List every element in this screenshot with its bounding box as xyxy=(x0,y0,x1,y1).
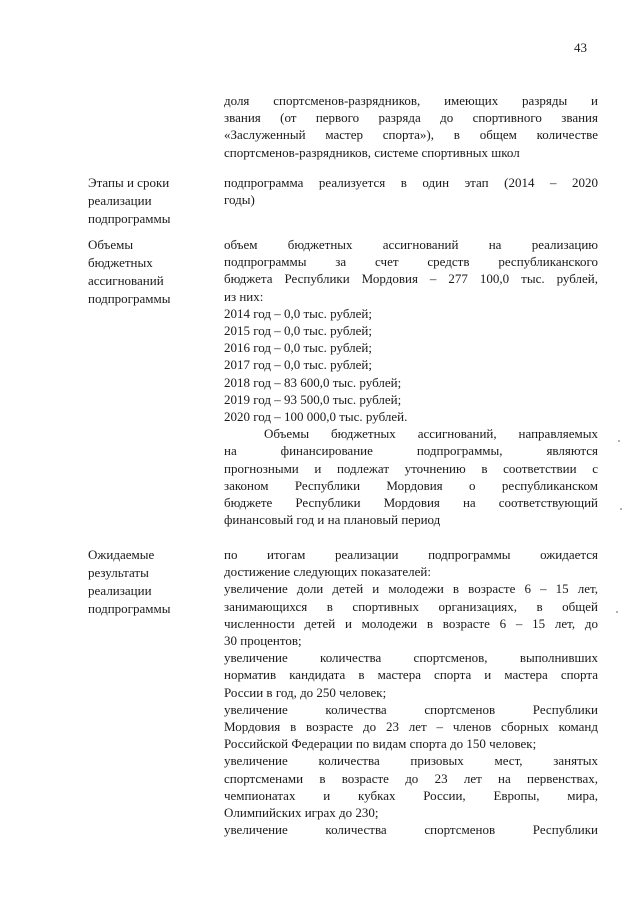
text-line: занимающихся в спортивных организациях, в общей xyxy=(224,598,598,614)
label-line: ассигнований xyxy=(88,273,164,288)
page-number: 43 xyxy=(574,40,587,55)
text-line: Объемы бюджетных ассигнований, направляемых xyxy=(264,426,598,442)
text-line: доля спортсменов-разрядников, имеющих разряды и xyxy=(224,93,598,108)
text-line: 2015 год – 0,0 тыс. рублей; xyxy=(224,323,372,339)
text-line: прогнозными и подлежат уточнению в соответствии с xyxy=(224,460,598,476)
text-line: на финансирование подпрограммы, являются xyxy=(224,443,598,459)
text-line: законом Республики Мордовия о республиканском xyxy=(224,477,598,493)
text-line: Олимпийских играх до 230; xyxy=(224,805,379,821)
text-line: звания (от первого разряда до спортивного звания xyxy=(224,110,598,126)
label-line: результаты xyxy=(88,565,149,580)
text-line: подпрограммы за счет средств республиканского xyxy=(224,254,598,270)
text-line: 2014 год – 0,0 тыс. рублей; xyxy=(224,305,372,321)
label-line: подпрограммы xyxy=(88,601,171,616)
text-line: увеличение доли детей и молодежи в возрасте 6 – 15 лет, xyxy=(224,581,598,597)
label-line: Ожидаемые xyxy=(88,547,155,562)
text-line: объем бюджетных ассигнований на реализацию xyxy=(224,237,598,252)
scan-speck xyxy=(620,508,622,510)
continued-content xyxy=(224,92,598,161)
text-line: по итогам реализации подпрограммы ожидается xyxy=(224,547,598,562)
text-line: увеличение количества спортсменов Республики xyxy=(224,822,598,838)
text-line: 2016 год – 0,0 тыс. рублей; xyxy=(224,340,372,356)
text-line: чемпионатах и кубках России, Европы, мира, xyxy=(224,787,598,803)
row-label-stages xyxy=(88,174,208,228)
row-content-budget xyxy=(224,236,598,528)
text-line: «Заслуженный мастер спорта»), в общем количестве xyxy=(224,127,598,143)
label-line: реализации xyxy=(88,583,152,598)
text-line: увеличение количества спортсменов Республики xyxy=(224,701,598,717)
label-line: реализации xyxy=(88,193,152,208)
label-line: подпрограммы xyxy=(88,211,171,226)
label-line: Объемы xyxy=(88,237,134,252)
text-line: 2020 год – 100 000,0 тыс. рублей. xyxy=(224,409,408,425)
label-line: Этапы и сроки xyxy=(88,175,170,190)
scan-speck xyxy=(618,440,620,442)
row-label-results xyxy=(88,546,208,618)
scan-speck xyxy=(616,611,618,613)
text-line: Российской Федерации по видам спорта до 150 человек; xyxy=(224,736,537,752)
text-line: 2017 год – 0,0 тыс. рублей; xyxy=(224,357,372,373)
text-line: подпрограмма реализуется в один этап (2014 – 2020 xyxy=(224,175,598,190)
text-line: финансовый год и на плановый период xyxy=(224,512,441,528)
row-content-stages xyxy=(224,174,598,208)
text-line: 2019 год – 93 500,0 тыс. рублей; xyxy=(224,391,402,407)
text-line: спортсменов-разрядников, системе спортивных школ xyxy=(224,144,520,160)
text-line: численности детей и молодежи в возрасте 6 – 15 лет, до xyxy=(224,615,598,631)
text-line: из них: xyxy=(224,288,264,304)
text-line: Мордовия в возрасте до 23 лет – членов сборных команд xyxy=(224,719,598,735)
text-line: 2018 год – 83 600,0 тыс. рублей; xyxy=(224,374,402,390)
text-line: достижение следующих показателей: xyxy=(224,564,431,580)
row-content-results xyxy=(224,546,598,838)
text-line: России в год, до 250 человек; xyxy=(224,684,387,700)
text-line: увеличение количества спортсменов, выполнивших xyxy=(224,650,598,666)
text-line: увеличение количества призовых мест, занятых xyxy=(224,753,598,769)
row-label-budget xyxy=(88,236,208,308)
text-line: спортсменами в возрасте до 23 лет на первенствах, xyxy=(224,770,598,786)
text-line: норматив кандидата в мастера спорта и мастера спорта xyxy=(224,667,598,683)
text-line: 30 процентов; xyxy=(224,633,302,649)
text-line: бюджета Республики Мордовия – 277 100,0 тыс. рублей, xyxy=(224,271,598,287)
text-line: годы) xyxy=(224,192,255,208)
label-line: подпрограммы xyxy=(88,291,171,306)
text-line: бюджете Республики Мордовия на соответствующий xyxy=(224,495,598,511)
label-line: бюджетных xyxy=(88,255,153,270)
